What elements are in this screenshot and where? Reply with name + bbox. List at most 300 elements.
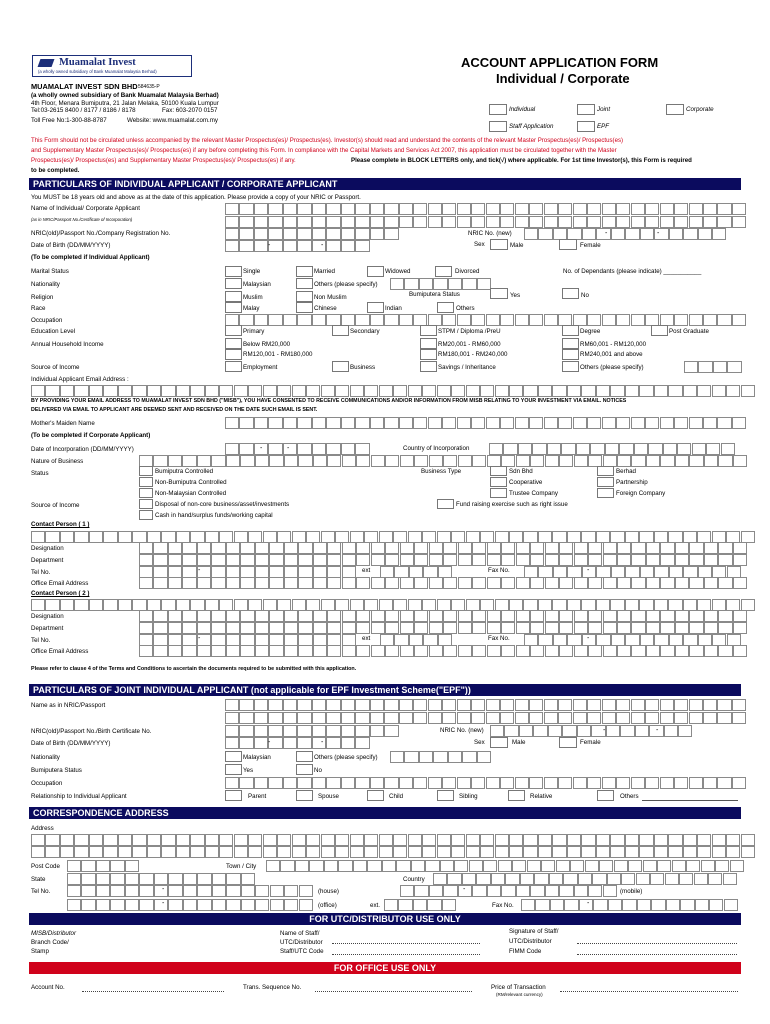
- checkbox-trustee[interactable]: [490, 488, 507, 498]
- char-cell[interactable]: [154, 899, 168, 911]
- char-cell[interactable]: [327, 645, 341, 657]
- char-cell[interactable]: [610, 834, 624, 846]
- char-cell[interactable]: [631, 622, 645, 634]
- char-cell[interactable]: [239, 203, 253, 215]
- char-cell[interactable]: [588, 542, 602, 554]
- char-cell[interactable]: [161, 385, 175, 397]
- char-cell[interactable]: [645, 417, 659, 429]
- char-cell[interactable]: [255, 622, 269, 634]
- char-cell[interactable]: [239, 712, 253, 724]
- char-cell[interactable]: [350, 846, 364, 858]
- char-cell[interactable]: [646, 610, 660, 622]
- char-cell[interactable]: [298, 554, 312, 566]
- char-cell[interactable]: [733, 455, 747, 467]
- char-cell[interactable]: [458, 554, 472, 566]
- char-cell[interactable]: [103, 834, 117, 846]
- char-cell[interactable]: [240, 645, 254, 657]
- char-cell[interactable]: [139, 554, 153, 566]
- char-cell[interactable]: [451, 846, 465, 858]
- char-cell[interactable]: [399, 314, 413, 326]
- char-cell[interactable]: [567, 834, 581, 846]
- char-cell[interactable]: [573, 712, 587, 724]
- char-cell[interactable]: [429, 542, 443, 554]
- char-cell[interactable]: [487, 542, 501, 554]
- char-cell[interactable]: [689, 554, 703, 566]
- char-cell[interactable]: [327, 622, 341, 634]
- checkbox-inc6[interactable]: [562, 349, 579, 360]
- char-cell[interactable]: [712, 385, 726, 397]
- char-cell[interactable]: [587, 417, 601, 429]
- char-cell[interactable]: [393, 385, 407, 397]
- checkbox-nonmuslim[interactable]: [296, 291, 313, 302]
- char-cell[interactable]: [269, 610, 283, 622]
- char-cell[interactable]: [471, 314, 485, 326]
- char-cell[interactable]: [466, 834, 480, 846]
- char-cell[interactable]: [559, 610, 573, 622]
- char-cell[interactable]: [118, 385, 132, 397]
- char-cell[interactable]: [414, 610, 428, 622]
- field-maiden[interactable]: [225, 417, 746, 429]
- char-cell[interactable]: [422, 385, 436, 397]
- char-cell[interactable]: [620, 725, 634, 737]
- char-cell[interactable]: [581, 385, 595, 397]
- checkbox-primary[interactable]: [225, 325, 242, 336]
- char-cell[interactable]: [593, 899, 607, 911]
- checkbox-joint-bumi-no[interactable]: [296, 764, 313, 775]
- char-cell[interactable]: [675, 455, 689, 467]
- char-cell[interactable]: [81, 860, 95, 872]
- char-cell[interactable]: [625, 228, 639, 240]
- char-cell[interactable]: [530, 455, 544, 467]
- char-cell[interactable]: [703, 777, 717, 789]
- char-cell[interactable]: [486, 203, 500, 215]
- char-cell[interactable]: [384, 228, 398, 240]
- char-cell[interactable]: [548, 725, 562, 737]
- char-cell[interactable]: [400, 885, 414, 897]
- checkbox-postgrad[interactable]: [651, 325, 668, 336]
- char-cell[interactable]: [413, 417, 427, 429]
- char-cell[interactable]: [458, 542, 472, 554]
- char-cell[interactable]: [639, 846, 653, 858]
- field-joint-nric-old[interactable]: [225, 725, 399, 737]
- char-cell[interactable]: [558, 712, 572, 724]
- char-cell[interactable]: [733, 622, 747, 634]
- char-cell[interactable]: [312, 699, 326, 711]
- char-cell[interactable]: [182, 610, 196, 622]
- checkbox-parent[interactable]: [225, 790, 242, 801]
- char-cell[interactable]: [487, 645, 501, 657]
- char-cell[interactable]: [689, 216, 703, 228]
- char-cell[interactable]: [472, 610, 486, 622]
- char-cell[interactable]: [668, 834, 682, 846]
- char-cell[interactable]: [326, 699, 340, 711]
- char-cell[interactable]: [486, 314, 500, 326]
- char-cell[interactable]: [385, 577, 399, 589]
- char-cell[interactable]: [367, 860, 381, 872]
- char-cell[interactable]: [399, 216, 413, 228]
- field-joint-dob[interactable]: [225, 737, 370, 749]
- char-cell[interactable]: [419, 751, 433, 763]
- char-cell[interactable]: [226, 873, 240, 885]
- char-cell[interactable]: [31, 846, 45, 858]
- char-cell[interactable]: [660, 203, 674, 215]
- char-cell[interactable]: [335, 846, 349, 858]
- char-cell[interactable]: [225, 712, 239, 724]
- char-cell[interactable]: [741, 846, 755, 858]
- char-cell[interactable]: [370, 699, 384, 711]
- char-cell[interactable]: [562, 725, 576, 737]
- char-cell[interactable]: [283, 699, 297, 711]
- char-cell[interactable]: [472, 542, 486, 554]
- char-cell[interactable]: [390, 751, 404, 763]
- char-cell[interactable]: [429, 577, 443, 589]
- char-cell[interactable]: [437, 385, 451, 397]
- char-cell[interactable]: [153, 554, 167, 566]
- char-cell[interactable]: [398, 899, 412, 911]
- char-cell[interactable]: [500, 777, 514, 789]
- char-cell[interactable]: [590, 443, 604, 455]
- char-cell[interactable]: [672, 860, 686, 872]
- char-cell[interactable]: [197, 542, 211, 554]
- field-joint-name-row2[interactable]: [225, 712, 746, 724]
- char-cell[interactable]: [477, 751, 491, 763]
- char-cell[interactable]: [500, 417, 514, 429]
- char-cell[interactable]: [518, 443, 532, 455]
- char-cell[interactable]: [573, 699, 587, 711]
- char-cell[interactable]: [692, 443, 706, 455]
- char-cell[interactable]: [587, 699, 601, 711]
- char-cell[interactable]: [472, 577, 486, 589]
- char-cell[interactable]: [268, 777, 282, 789]
- char-cell[interactable]: [268, 240, 282, 252]
- char-cell[interactable]: [341, 240, 355, 252]
- char-cell[interactable]: [684, 361, 698, 373]
- char-cell[interactable]: [342, 645, 356, 657]
- char-cell[interactable]: [587, 203, 601, 215]
- char-cell[interactable]: [675, 542, 689, 554]
- char-cell[interactable]: [248, 385, 262, 397]
- char-cell[interactable]: [306, 834, 320, 846]
- char-cell[interactable]: [182, 455, 196, 467]
- char-cell[interactable]: [617, 455, 631, 467]
- checkbox-coop[interactable]: [490, 477, 507, 487]
- char-cell[interactable]: [689, 455, 703, 467]
- char-cell[interactable]: [211, 554, 225, 566]
- char-cell[interactable]: [646, 554, 660, 566]
- checkbox-cash[interactable]: [139, 510, 153, 520]
- char-cell[interactable]: [556, 860, 570, 872]
- char-cell[interactable]: [355, 712, 369, 724]
- field-occupation[interactable]: [225, 314, 746, 326]
- field-address-row1[interactable]: [31, 834, 755, 846]
- char-cell[interactable]: [211, 542, 225, 554]
- char-cell[interactable]: [689, 777, 703, 789]
- char-cell[interactable]: [545, 455, 559, 467]
- char-cell[interactable]: [263, 834, 277, 846]
- char-cell[interactable]: [326, 203, 340, 215]
- char-cell[interactable]: [695, 899, 709, 911]
- char-cell[interactable]: [440, 860, 454, 872]
- char-cell[interactable]: [625, 385, 639, 397]
- char-cell[interactable]: [60, 846, 74, 858]
- char-cell[interactable]: [549, 873, 563, 885]
- char-cell[interactable]: [559, 645, 573, 657]
- char-cell[interactable]: [689, 417, 703, 429]
- char-cell[interactable]: [674, 203, 688, 215]
- char-cell[interactable]: [225, 216, 239, 228]
- char-cell[interactable]: [588, 645, 602, 657]
- char-cell[interactable]: [689, 542, 703, 554]
- char-cell[interactable]: [564, 899, 578, 911]
- char-cell[interactable]: [139, 622, 153, 634]
- char-cell[interactable]: [469, 860, 483, 872]
- char-cell[interactable]: [616, 417, 630, 429]
- char-cell[interactable]: [689, 610, 703, 622]
- char-cell[interactable]: [312, 725, 326, 737]
- char-cell[interactable]: [355, 725, 369, 737]
- char-cell[interactable]: [118, 834, 132, 846]
- char-cell[interactable]: [628, 860, 642, 872]
- char-cell[interactable]: [356, 577, 370, 589]
- char-cell[interactable]: [718, 455, 732, 467]
- char-cell[interactable]: [240, 554, 254, 566]
- char-cell[interactable]: [561, 443, 575, 455]
- char-cell[interactable]: [491, 873, 505, 885]
- char-cell[interactable]: [312, 712, 326, 724]
- checkbox-child[interactable]: [367, 790, 384, 801]
- char-cell[interactable]: [563, 873, 577, 885]
- char-cell[interactable]: [254, 777, 268, 789]
- char-cell[interactable]: [248, 846, 262, 858]
- char-cell[interactable]: [697, 846, 711, 858]
- char-cell[interactable]: [355, 240, 369, 252]
- char-cell[interactable]: [471, 417, 485, 429]
- char-cell[interactable]: [384, 712, 398, 724]
- char-cell[interactable]: [480, 834, 494, 846]
- char-cell[interactable]: [532, 443, 546, 455]
- char-cell[interactable]: [161, 846, 175, 858]
- char-cell[interactable]: [516, 645, 530, 657]
- checkbox-foreign[interactable]: [597, 488, 614, 498]
- checkbox-secondary[interactable]: [332, 325, 349, 336]
- char-cell[interactable]: [588, 622, 602, 634]
- char-cell[interactable]: [683, 385, 697, 397]
- char-cell[interactable]: [603, 542, 617, 554]
- char-cell[interactable]: [60, 385, 74, 397]
- char-cell[interactable]: [284, 554, 298, 566]
- char-cell[interactable]: [225, 699, 239, 711]
- char-cell[interactable]: [268, 417, 282, 429]
- field-country[interactable]: [433, 873, 737, 885]
- char-cell[interactable]: [355, 699, 369, 711]
- char-cell[interactable]: [704, 610, 718, 622]
- char-cell[interactable]: [674, 417, 688, 429]
- char-cell[interactable]: [239, 777, 253, 789]
- char-cell[interactable]: [370, 725, 384, 737]
- char-cell[interactable]: [356, 622, 370, 634]
- char-cell[interactable]: [414, 542, 428, 554]
- char-cell[interactable]: [60, 531, 74, 543]
- char-cell[interactable]: [741, 385, 755, 397]
- char-cell[interactable]: [683, 846, 697, 858]
- char-cell[interactable]: [660, 542, 674, 554]
- char-cell[interactable]: [118, 531, 132, 543]
- char-cell[interactable]: [718, 622, 732, 634]
- char-cell[interactable]: [689, 645, 703, 657]
- char-cell[interactable]: [487, 885, 501, 897]
- char-cell[interactable]: [732, 712, 746, 724]
- line-account[interactable]: [82, 991, 224, 992]
- char-cell[interactable]: [646, 645, 660, 657]
- char-cell[interactable]: [675, 645, 689, 657]
- char-cell[interactable]: [125, 885, 139, 897]
- char-cell[interactable]: [225, 737, 239, 749]
- char-cell[interactable]: [428, 712, 442, 724]
- char-cell[interactable]: [523, 834, 537, 846]
- char-cell[interactable]: [404, 278, 418, 290]
- char-cell[interactable]: [451, 834, 465, 846]
- char-cell[interactable]: [457, 417, 471, 429]
- char-cell[interactable]: [717, 699, 731, 711]
- char-cell[interactable]: [254, 216, 268, 228]
- char-cell[interactable]: [110, 860, 124, 872]
- char-cell[interactable]: [400, 542, 414, 554]
- checkbox-malaysian[interactable]: [225, 278, 242, 289]
- char-cell[interactable]: [283, 725, 297, 737]
- char-cell[interactable]: [457, 216, 471, 228]
- field-tel-mobile[interactable]: [400, 885, 617, 897]
- char-cell[interactable]: [414, 622, 428, 634]
- char-cell[interactable]: [448, 751, 462, 763]
- char-cell[interactable]: [306, 846, 320, 858]
- char-cell[interactable]: [587, 712, 601, 724]
- char-cell[interactable]: [298, 542, 312, 554]
- char-cell[interactable]: [321, 834, 335, 846]
- char-cell[interactable]: [573, 417, 587, 429]
- char-cell[interactable]: [139, 899, 153, 911]
- char-cell[interactable]: [364, 846, 378, 858]
- char-cell[interactable]: [689, 622, 703, 634]
- char-cell[interactable]: [400, 577, 414, 589]
- char-cell[interactable]: [312, 777, 326, 789]
- char-cell[interactable]: [168, 554, 182, 566]
- char-cell[interactable]: [96, 873, 110, 885]
- checkbox-savings[interactable]: [420, 361, 437, 372]
- char-cell[interactable]: [239, 228, 253, 240]
- char-cell[interactable]: [712, 834, 726, 846]
- char-cell[interactable]: [603, 645, 617, 657]
- char-cell[interactable]: [462, 751, 476, 763]
- char-cell[interactable]: [327, 554, 341, 566]
- char-cell[interactable]: [487, 554, 501, 566]
- char-cell[interactable]: [89, 531, 103, 543]
- char-cell[interactable]: [694, 873, 708, 885]
- field-postcode[interactable]: [67, 860, 139, 872]
- char-cell[interactable]: [81, 899, 95, 911]
- char-cell[interactable]: [413, 899, 427, 911]
- field-income-others[interactable]: [684, 361, 742, 373]
- char-cell[interactable]: [501, 610, 515, 622]
- char-cell[interactable]: [443, 542, 457, 554]
- char-cell[interactable]: [515, 712, 529, 724]
- checkbox-partnership[interactable]: [597, 477, 614, 487]
- char-cell[interactable]: [254, 712, 268, 724]
- char-cell[interactable]: [500, 216, 514, 228]
- char-cell[interactable]: [617, 554, 631, 566]
- char-cell[interactable]: [153, 455, 167, 467]
- checkbox-inc3[interactable]: [562, 338, 579, 349]
- char-cell[interactable]: [512, 860, 526, 872]
- char-cell[interactable]: [168, 542, 182, 554]
- char-cell[interactable]: [603, 885, 617, 897]
- char-cell[interactable]: [442, 203, 456, 215]
- char-cell[interactable]: [501, 622, 515, 634]
- char-cell[interactable]: [96, 899, 110, 911]
- char-cell[interactable]: [683, 834, 697, 846]
- char-cell[interactable]: [364, 834, 378, 846]
- char-cell[interactable]: [596, 846, 610, 858]
- char-cell[interactable]: [587, 216, 601, 228]
- char-cell[interactable]: [239, 737, 253, 749]
- char-cell[interactable]: [139, 542, 153, 554]
- char-cell[interactable]: [283, 712, 297, 724]
- char-cell[interactable]: [255, 610, 269, 622]
- char-cell[interactable]: [576, 443, 590, 455]
- char-cell[interactable]: [268, 203, 282, 215]
- char-cell[interactable]: [704, 645, 718, 657]
- char-cell[interactable]: [486, 417, 500, 429]
- char-cell[interactable]: [183, 885, 197, 897]
- char-cell[interactable]: [356, 455, 370, 467]
- char-cell[interactable]: [239, 443, 253, 455]
- char-cell[interactable]: [733, 542, 747, 554]
- char-cell[interactable]: [480, 385, 494, 397]
- char-cell[interactable]: [295, 860, 309, 872]
- char-cell[interactable]: [559, 885, 573, 897]
- char-cell[interactable]: [654, 385, 668, 397]
- char-cell[interactable]: [355, 203, 369, 215]
- char-cell[interactable]: [530, 542, 544, 554]
- char-cell[interactable]: [741, 834, 755, 846]
- char-cell[interactable]: [558, 699, 572, 711]
- char-cell[interactable]: [487, 622, 501, 634]
- char-cell[interactable]: [480, 846, 494, 858]
- char-cell[interactable]: [74, 599, 88, 611]
- char-cell[interactable]: [599, 860, 613, 872]
- char-cell[interactable]: [443, 610, 457, 622]
- checkbox-staff[interactable]: [489, 121, 507, 132]
- field-corr-ext[interactable]: [384, 899, 456, 911]
- char-cell[interactable]: [726, 385, 740, 397]
- char-cell[interactable]: [125, 860, 139, 872]
- char-cell[interactable]: [326, 443, 340, 455]
- char-cell[interactable]: [501, 554, 515, 566]
- char-cell[interactable]: [701, 860, 715, 872]
- char-cell[interactable]: [413, 203, 427, 215]
- char-cell[interactable]: [523, 846, 537, 858]
- char-cell[interactable]: [442, 314, 456, 326]
- char-cell[interactable]: [45, 531, 59, 543]
- char-cell[interactable]: [197, 873, 211, 885]
- char-cell[interactable]: [379, 846, 393, 858]
- char-cell[interactable]: [313, 554, 327, 566]
- char-cell[interactable]: [154, 885, 168, 897]
- char-cell[interactable]: [602, 417, 616, 429]
- char-cell[interactable]: [89, 834, 103, 846]
- char-cell[interactable]: [538, 228, 552, 240]
- char-cell[interactable]: [558, 777, 572, 789]
- char-cell[interactable]: [733, 554, 747, 566]
